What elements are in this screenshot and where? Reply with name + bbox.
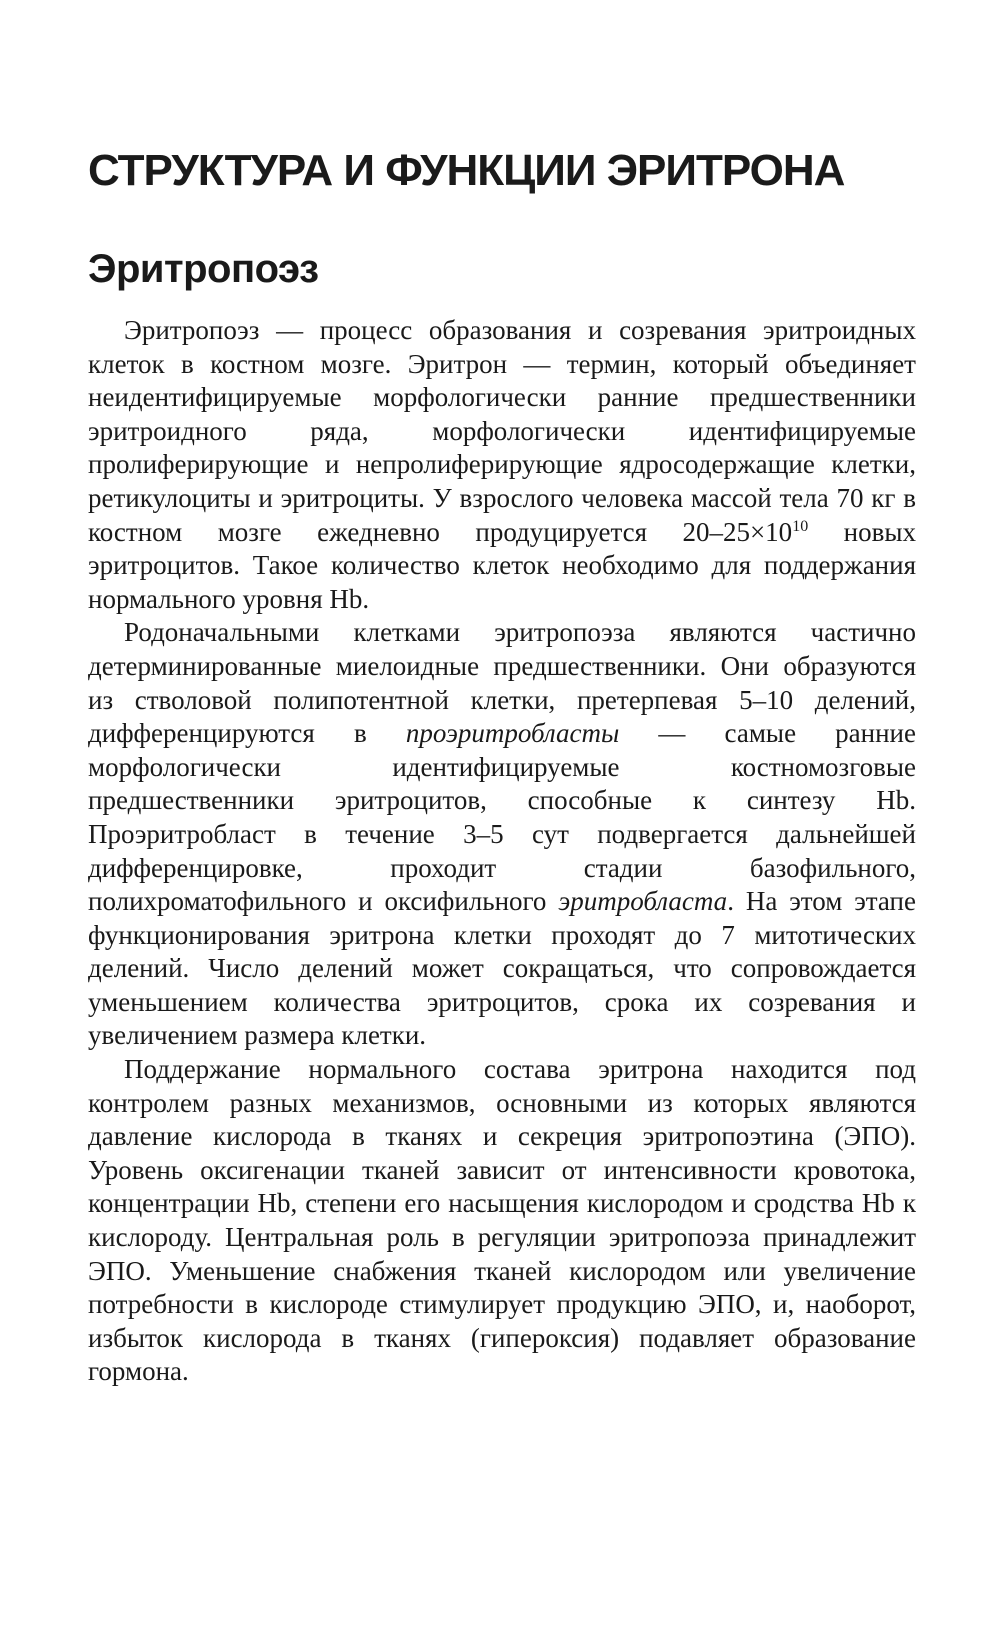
paragraph-1 [88,314,916,616]
body-text [88,314,916,1389]
paragraph-1-exponent: 10 [792,517,809,535]
paragraph-1-text-a: Эритропоэз — процесс образования и созревания эритроидных клеток в костном мозге. Эритрон — термин, который объединяет неидентифицируемые морфологически ранние предшественники эритроидного ряда, морфологически идентифицируемые пролиферирующие и непролиферирующие ядросодержащие клетки, ретикулоциты и эритроциты. У взрослого человека массой тела 70 кг в костном мозге ежедневно продуцируется 20–25×10 [88,315,916,547]
paragraph-1-text-b: новых эритроцитов. Такое количество клеток необходимо для поддержания нормального уровня Hb. [88,516,916,614]
chapter-title: СТРУКТУРА И ФУНКЦИИ ЭРИТРОНА [88,146,845,195]
paragraph-2-text-a: Родоначальными клетками эритропоэза являются частично детерминированные миелоидные предшественники. Они образуются из стволовой полипотентной клетки, претерпевая 5–10 делений, дифференцируются в [88,617,916,749]
paragraph-2-term-proerythroblasts: проэритробласты [405,718,620,749]
book-page [88,0,916,1652]
paragraph-2 [88,616,916,1053]
section-title: Эритропоэз [88,247,319,291]
paragraph-2-text-c: . На этом этапе функционирования эритрона клетки проходят до 7 митотических делений. Число делений может сокращаться, что сопровождается уменьшением количества эритроцитов, срока их созревания и увеличением размера клетки. [88,886,916,1051]
paragraph-3: Поддержание нормального состава эритрона находится под контролем разных механизмов, основными из которых являются давление кислорода в тканях и секреция эритропоэтина (ЭПО). Уровень оксигенации тканей зависит от интенсивности кровотока, концентрации Hb, степени его насыщения кислородом и сродства Hb к кислороду. Центральная роль в регуляции эритропоэза принадлежит ЭПО. Уменьшение снабжения тканей кислородом или увеличение потребности в кислороде стимулирует продукцию ЭПО, и, наоборот, избыток кислорода в тканях (гипероксия) подавляет образование гормона. [88,1054,916,1387]
paragraph-2-term-erythroblast: эритробласта [558,886,728,917]
paragraph-2-text-b: — самые ранние морфологически идентифицируемые костномозговые предшественники эритроцитов, способные к синтезу Hb. Проэритробласт в течение 3–5 сут подвергается дальнейшей дифференцировке, проходит стадии базофильного, полихроматофильного и оксифильного [88,718,916,917]
